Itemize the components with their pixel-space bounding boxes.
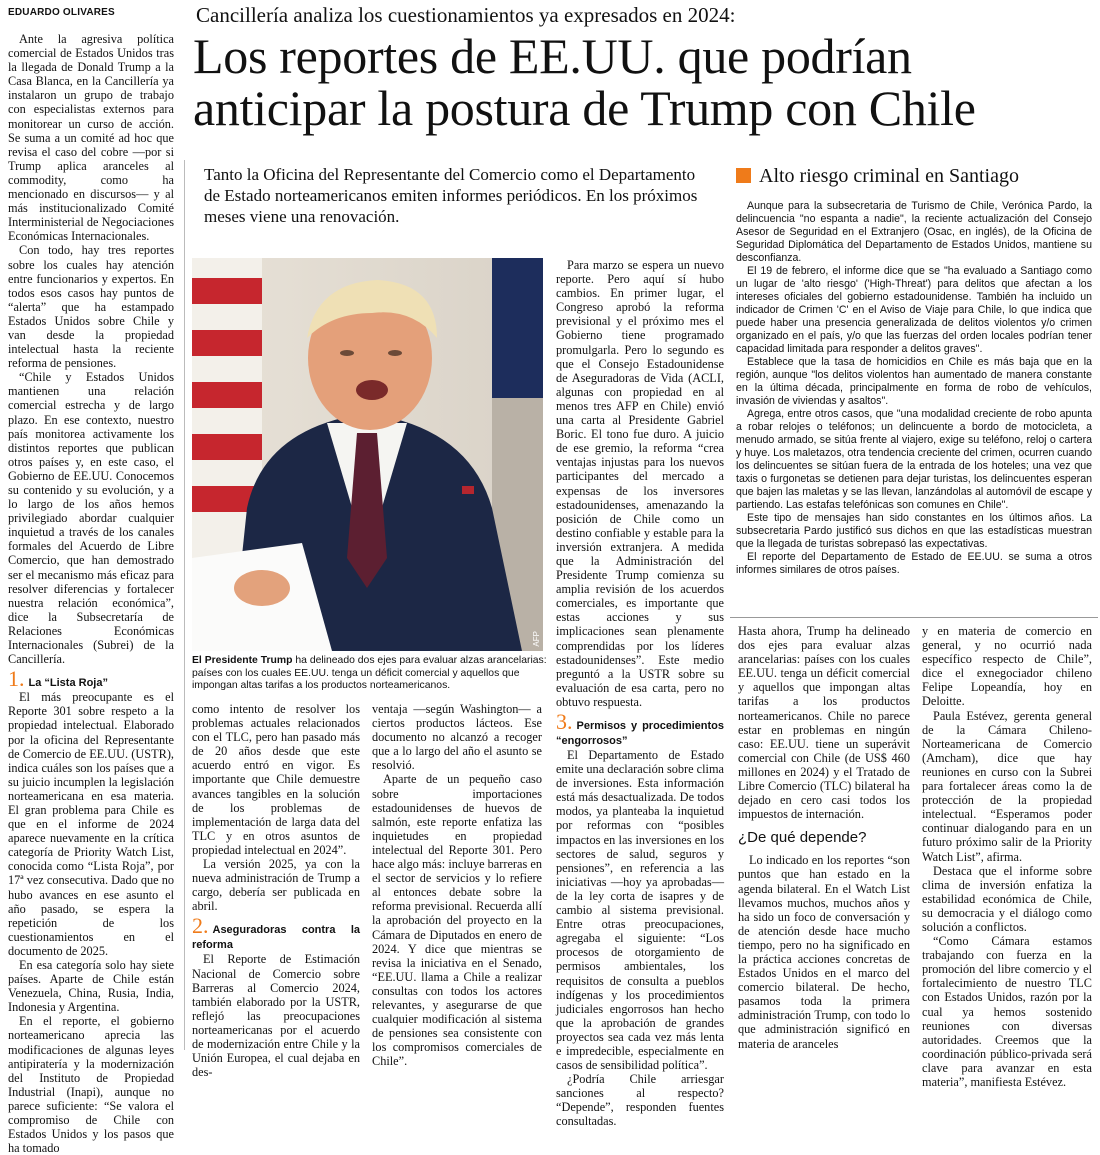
paragraph: Con todo, hay tres reportes sobre los cuales hay atención entre funcionarios y expertos. En todos esos casos hay puntos de “alerta” que ha estampado Estados Unidos sobre Chile y van desde la propiedad intelectual hasta la reciente reforma de pensiones. bbox=[8, 243, 174, 371]
trump-photo bbox=[192, 258, 543, 651]
caption-text: ha delineado dos ejes para evaluar alzas arancelarias: países con los cuales EE.UU. tenga un déficit comercial y aquellos que impongan altas tarifas a los productos norteamericanos. bbox=[192, 655, 547, 691]
section-title: La “Lista Roja” bbox=[28, 677, 108, 690]
section-title: Aseguradoras contra la reforma bbox=[192, 924, 360, 952]
paragraph: “Chile y Estados Unidos mantienen una relación comercial estrecha y de largo plazo. En ese contexto, nuestro país monitorea activamente los distintos reportes que publican otros países y, en este caso, el Gobierno de EE.UU. Conocemos su contenido y su evolución, y a lo largo de los años hemos privilegiado abordar cualquier inquietud a través de los canales formales del Acuerdo de Libre Comercio, que han demostrado ser el mecanismo más eficaz para resolver diferencias y fortalecer nuestra relación económica”, dice la Subsecretaría de Relaciones Económicas Internacionales (Subrei) de la Cancillería. bbox=[8, 370, 174, 667]
sidebar-title: Alto riesgo criminal en Santiago bbox=[736, 164, 1092, 188]
paragraph: Para marzo se espera un nuevo reporte. Pero aquí sí hubo cambios. En primer lugar, el Congreso aprobó la reforma previsional y el próximo mes el Gobierno tiene programado promulgarla. Pero lo segundo es que el Consejo Estadounidense de Aseguradoras de Vida (ACLI, algunas con propiedad en al menos tres AFP en Chile) envió una carta al Presidente Gabriel Boric. El tono fue duro. A juicio de ese gremio, la reforma “crea ventajas injustas para los nuevos participantes del mercado a expensas de los inversores estadounidenses, amenazando la posición de Chile como un destino confiable y estable para la inversión extranjera. A medida que la Administración del Presidente Trump comienza su amplia revisión de los acuerdos comerciales, es importante que estas acciones y sus implicaciones sean plenamente comprendidas por los líderes estadounidenses”. Este medio preguntó a la USTR sobre su evaluación de esa carta, pero no obtuvo respuesta. bbox=[556, 258, 724, 709]
paragraph: ¿Podría Chile arriesgar sanciones al respecto? “Depende”, responden fuentes consultadas. bbox=[556, 1072, 724, 1129]
paragraph: Lo indicado en los reportes “son puntos que han estado en la agenda bilateral. En el Watch List llevamos muchos, muchos años y ha sido un foco de conversación y de atención desde hace mucho tiempo, pero no ha significado en la práctica acciones concretas de Estados Unidos en el marco del comercio bilateral. De hecho, pasamos toda la primera administración Trump, con todo lo que administración significó en materia de aranceles bbox=[738, 853, 910, 1051]
paragraph: El 19 de febrero, el informe dice que se "ha evaluado a Santiago como un lugar de 'alto riesgo' ('High-Threat') para delitos que afectan a los intereses oficiales del gobierno estadounidense. También ha incluido un indicador de Crimen 'C' en el Aviso de Viaje para Chile, lo que indica que puede haber una presencia generalizada de delitos violentos y/o crimen organizado en el país, y/o que las fuerzas del orden locales podrían tener capacidad limitada para responder a delitos graves". bbox=[736, 265, 1092, 355]
paragraph: y en materia de comercio en general, y no ocurrió nada específico respecto de Chile”, dice el exnegociador chileno Felipe Lopeandía, hoy en Deloitte. bbox=[922, 624, 1092, 709]
paragraph: En el reporte, el gobierno norteamericano aprecia las modificaciones de algunas leyes antipiratería y la modernización del Instituto de Propiedad Industrial (Inapi), aunque no parece suficiente: “Se valora el compromiso de Chile con Estados Unidos y los pasos que ha tomado bbox=[8, 1014, 174, 1155]
paragraph: Ante la agresiva política comercial de Estados Unidos tras la llegada de Donald Trump a la Casa Blanca, en la Cancillería ya instalaron un grupo de trabajo con especialistas externos para monitorear un curso de acción. Se suma a un comité ad hoc que revisa el caso del cobre —por si Trump aplica aranceles al commodity, como ha mencionado en discursos— y al más institucionalizado Comité Interministerial de Negociaciones Económicas Internacionales. bbox=[8, 32, 174, 244]
section-title: Permisos y procedimientos “engorrosos” bbox=[556, 720, 724, 747]
photo-caption bbox=[192, 655, 547, 693]
paragraph: Destaca que el informe sobre clima de inversión enfatiza la estabilidad económica de Chile, su democracia y el diálogo como solución a conflictos. bbox=[922, 863, 1092, 934]
column-4 bbox=[556, 258, 724, 1129]
section-heading-4: ¿De qué depende? bbox=[738, 829, 867, 847]
paragraph: Hasta ahora, Trump ha delineado dos ejes para evaluar alzas arancelarias: países con los cuales EE.UU. tenga un déficit comercial y aquellos que impongan altas tarifas a los productos norteamericanos. Chile no parece estar en problemas en ningún caso: EE.UU. tiene un superávit comercial con Chile (de US$ 460 millones en 2024) y el Tratado de Libre Comercio (TLC) bilateral ha dejado en cero casi todos los impuestos de internación. bbox=[738, 624, 910, 822]
column-1 bbox=[8, 32, 174, 1155]
section-number: 2. bbox=[192, 913, 209, 939]
caption-bold: El Presidente Trump bbox=[192, 655, 293, 666]
column-3 bbox=[372, 702, 542, 1068]
sidebar-box bbox=[736, 164, 1092, 577]
section-heading-3 bbox=[556, 709, 724, 748]
paragraph: como intento de resolver los problemas actuales relacionados con el TLC, pero han pasado más de 20 años desde que este acuerdo entró en vigor. Es importante que Chile demuestre avances tangibles en la solución de los problemas de implementación de larga data del TLC y en otros asuntos de propiedad intelectual en 2024”. bbox=[192, 702, 360, 857]
section-number: 3. bbox=[556, 709, 573, 734]
photo-credit: AFP bbox=[532, 631, 541, 647]
paragraph: El reporte del Departamento de Estado de EE.UU. se suma a otros informes similares de otros países. bbox=[736, 551, 1092, 576]
paragraph: ventaja —según Washington— a ciertos productos lácteos. Ese documento no alcanzó a recoger que a lo largo del año el asunto se resolvió. bbox=[372, 702, 542, 773]
paragraph: En esa categoría solo hay siete países. Aparte de Chile están Venezuela, China, Rusia, India, Indonesia y Argentina. bbox=[8, 958, 174, 1015]
paragraph: Establece que la tasa de homicidios en Chile es más baja que en la región, aunque "los delitos violentos han aumentado de manera constante en la última década, principalmente en forma de robo de vehículos, invasión de viviendas y asaltos". bbox=[736, 356, 1092, 407]
column-5 bbox=[738, 624, 910, 1051]
column-6 bbox=[922, 624, 1092, 1089]
column-2 bbox=[192, 702, 360, 1079]
headline: Los reportes de EE.UU. que podrían anticipar la postura de Trump con Chile bbox=[193, 28, 976, 136]
section-heading-2 bbox=[192, 913, 360, 952]
section-number: 1. bbox=[8, 666, 25, 692]
sidebar-body bbox=[736, 200, 1092, 577]
photo-illustration bbox=[192, 258, 543, 651]
byline: EDUARDO OLIVARES bbox=[8, 7, 115, 18]
paragraph: El más preocupante es el Reporte 301 sobre respeto a la propiedad intelectual. Elaborado por la oficina del Representante de Comercio de EE.UU. (USTR), indica cuáles son los países que a su juicio incumplen la legislación norteamericana en esa materia. El gran problema para Chile es que en el informe de 2024 aparece nuevamente en la crítica categoría de Priority Watch List, conocida como “Lista Roja”, por 17ª vez consecutiva. Dado que no hubo avances en ese asunto el año pasado, se espera la repetición de los cuestionamientos en el documento de 2025. bbox=[8, 690, 174, 958]
paragraph: Aparte de un pequeño caso sobre importaciones estadounidenses de huevos de salmón, este reporte enfatiza las inquietudes en propiedad intelectual del Reporte 301. Pero hace algo más: incluye barreras en el sector de servicios y lo refiere al entonces debate sobre la reforma previsional. Recuerda allí la aprobación del proyecto en la Cámara de Diputados en enero de 2024. Y dice que mientras se revisa la iniciativa en el Senado, “EE.UU. llama a Chile a realizar consultas con todos los actores relevantes, y asegurarse de que cualquier modificación al sistema de pensiones sea consistente con los compromisos comerciales de Chile”. bbox=[372, 772, 542, 1069]
paragraph: Agrega, entre otros casos, que "una modalidad creciente de robo apunta a robar relojes o teléfonos; un delincuente a bordo de motocicleta, a menudo armado, se sitúa frente al viajero, exige su teléfono, reloj o cartera y huye. Los maletazos, otra tendencia creciente del crimen, ocurren cuando los delincuentes se sitúan fuera de la entrada de los hoteles; una vez que taxis o furgonetas se detienen para dejar turistas, los delincuentes esperan que bajen las maletas y se las llevan, lanzándolas al automóvil de escape y partiendo. Las estafas telefónicas son comunes en Chile". bbox=[736, 408, 1092, 511]
paragraph: Paula Estévez, gerenta general de la Cámara Chileno-Norteamericana de Comercio (Amcham), dice que hay reuniones en curso con la Subrei para fortalecer áreas como la de protección de la propiedad intelectual. “Esperamos poder continuar dialogando para en un futuro próximo salir de la Priority Watch List”, afirma. bbox=[922, 708, 1092, 864]
paragraph: El Departamento de Estado emite una declaración sobre clima de inversiones. Esta información está más desactualizada. De todos modos, ya planteaba la inquietud por reformas con “posibles impactos en las inversiones en los sectores de salud, seguros y pensiones”, en referencia a las iniciativas —hoy ya aprobadas— de la ley corta de isapres y de cambio al sistema previsional. Entre otras preocupaciones, agregaba el siguiente: “Los procesos de otorgamiento de permisos ambientales, los requisitos de consulta a pueblos indígenas y los procedimientos judiciales engorrosos han hecho que la aprobación de grandes proyectos sea cada vez más lenta e impredecible, especialmente en casos de sensibilidad política”. bbox=[556, 748, 724, 1073]
kicker: Cancillería analiza los cuestionamientos ya expresados en 2024: bbox=[196, 3, 736, 27]
paragraph: El Reporte de Estimación Nacional de Comercio sobre Barreras al Comercio 2024, también elaborado por la USTR, reflejó las preocupaciones norteamericanas por el acuerdo de modernización entre Chile y la Unión Europea, el cual dejaba en des- bbox=[192, 952, 360, 1080]
section-heading-1 bbox=[8, 666, 174, 692]
paragraph: Este tipo de mensajes han sido constantes en los últimos años. La subsecretaria Pardo justificó sus dichos en que las estadísticas muestran que la llegada de turistas sobrepasó las expectativas. bbox=[736, 512, 1092, 550]
paragraph: La versión 2025, ya con la nueva administración de Trump a cargo, debería ser publicada en abril. bbox=[192, 857, 360, 914]
paragraph: “Como Cámara estamos trabajando con fuerza en la promoción del libre comercio y el fortalecimiento de nuestro TLC con Estados Unidos, razón por la cual ya hemos sostenido reuniones con diversas autoridades. Creemos que la coordinación público-privada será clave para avanzar en esta materia”, manifiesta Estévez. bbox=[922, 934, 1092, 1089]
orange-square-icon bbox=[736, 168, 751, 183]
lead-paragraph: Tanto la Oficina del Representante del Comercio como el Departamento de Estado norteamericanos emiten informes periódicos. En los próximos meses viene una renovación. bbox=[204, 165, 698, 226]
paragraph: Aunque para la subsecretaria de Turismo de Chile, Verónica Pardo, la delincuencia "no espanta a nadie", la reciente actualización del Consejo Asesor de Seguridad en el Extranjero (Osac, en inglés), de la Oficina de Seguridad Diplomática del Departamento de Estados Unidos, mantiene su desconfianza. bbox=[736, 200, 1092, 264]
divider bbox=[730, 617, 1098, 618]
